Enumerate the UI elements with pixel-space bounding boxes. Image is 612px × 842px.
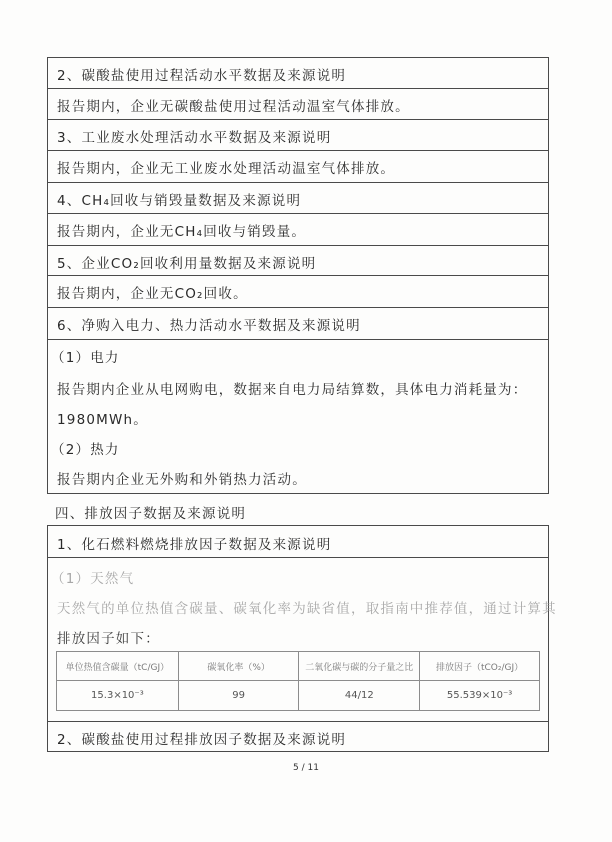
s2-body-row: [47, 88, 549, 119]
s3-title: 3、工业废水处理活动水平数据及来源说明: [57, 130, 332, 146]
s6-power-label: （1）电力: [51, 350, 120, 366]
value-molecular-ratio: 44/12: [299, 681, 420, 711]
s6-title-row: [47, 307, 549, 339]
s6-power-body-line2: 1980MWh。: [57, 412, 149, 428]
s5-body: 报告期内，企业无CO₂回收。: [57, 286, 248, 302]
s6-title: 6、净购入电力、热力活动水平数据及来源说明: [57, 318, 361, 334]
s4-body-row: [47, 213, 549, 245]
header-emission-factor: 排放因子（tCO₂/GJ）: [420, 652, 540, 681]
s6-power-body-line1: 报告期内企业从电网购电，数据来自电力局结算数，具体电力消耗量为：: [57, 382, 528, 398]
s4-title-row: [47, 182, 549, 213]
s3-body: 报告期内，企业无工业废水处理活动温室气体排放。: [57, 161, 396, 177]
s2-title-row: [47, 57, 549, 88]
section-four-heading: 四、排放因子数据及来源说明: [55, 506, 247, 522]
sf-s2-title-row: [47, 721, 549, 752]
gas-label: （1）天然气: [51, 571, 135, 587]
emission-factor-table: [56, 651, 540, 711]
s4-body: 报告期内，企业无CH₄回收与销毁量。: [57, 224, 307, 240]
s6-heat-body: 报告期内企业无外购和外销热力活动。: [57, 472, 307, 488]
header-oxidation-rate: 碳氧化率（%）: [178, 652, 299, 681]
table-row: [57, 681, 540, 711]
gas-body-line1: 天然气的单位热值含碳量、碳氧化率为缺省值，取指南中推荐值，通过计算其: [57, 601, 557, 617]
s3-body-row: [47, 150, 549, 182]
sf-s2-title: 2、碳酸盐使用过程排放因子数据及来源说明: [57, 732, 347, 748]
s2-title: 2、碳酸盐使用过程活动水平数据及来源说明: [57, 68, 347, 84]
s5-title: 5、企业CO₂回收利用量数据及来源说明: [57, 256, 317, 272]
header-carbon-content: 单位热值含碳量（tC/GJ）: [57, 652, 179, 681]
page-number: 5 / 11: [293, 763, 319, 773]
header-molecular-ratio: 二氧化碳与碳的分子量之比: [299, 652, 420, 681]
value-emission-factor: 55.539×10⁻³: [420, 681, 540, 711]
sf-s1-body-row: [47, 557, 557, 721]
table-header-row: [57, 652, 540, 681]
s2-body: 报告期内，企业无碳酸盐使用过程活动温室气体排放。: [57, 99, 410, 115]
s5-title-row: [47, 245, 549, 275]
s4-title: 4、CH₄回收与销毁量数据及来源说明: [57, 193, 302, 209]
value-oxidation-rate: 99: [178, 681, 299, 711]
s6-heat-label: （2）热力: [51, 442, 120, 458]
sf-s1-title-row: [47, 525, 549, 557]
sf-s1-title: 1、化石燃料燃烧排放因子数据及来源说明: [57, 537, 332, 553]
value-carbon-content: 15.3×10⁻³: [57, 681, 179, 711]
s6-body-row: [47, 339, 549, 494]
s3-title-row: [47, 119, 549, 150]
s5-body-row: [47, 275, 549, 307]
gas-body-line2: 排放因子如下：: [57, 631, 160, 647]
